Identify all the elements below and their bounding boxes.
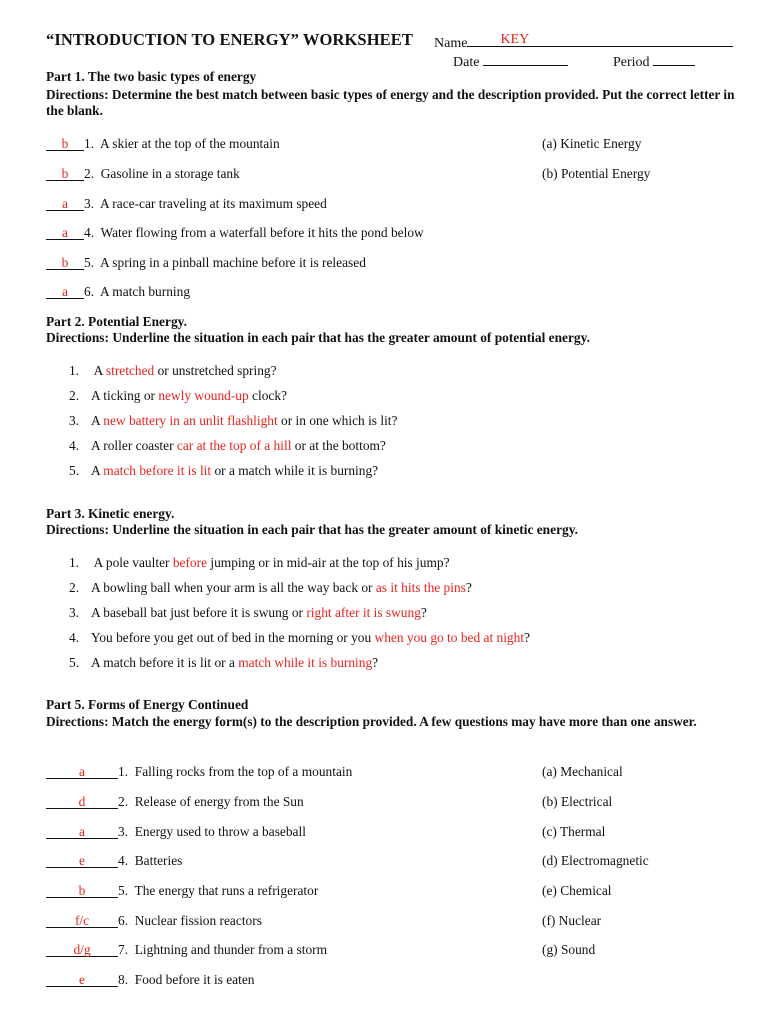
list-item: 1. A stretched or unstretched spring? bbox=[69, 363, 277, 378]
list-item: 5. A match before it is lit or a match while it is burning? bbox=[69, 655, 379, 670]
list-item: a 4. Water flowing from a waterfall before it hits the pond below bbox=[46, 226, 424, 240]
option-electrical: (b) Electrical bbox=[542, 794, 613, 809]
date-field bbox=[453, 53, 568, 70]
part3-heading: Part 3. Kinetic energy. bbox=[46, 506, 175, 521]
date-line[interactable] bbox=[483, 53, 568, 66]
option-chemical: (e) Chemical bbox=[542, 883, 612, 898]
answer-blank[interactable]: b bbox=[46, 168, 84, 181]
name-label: Name bbox=[434, 36, 468, 51]
answer-blank[interactable]: d bbox=[46, 796, 118, 809]
list-item: 2. A bowling ball when your arm is all the way back or as it hits the pins? bbox=[69, 580, 472, 595]
part3-directions: Directions: Underline the situation in each pair that has the greater amount of kinetic energy. bbox=[46, 522, 579, 537]
worksheet-title: “INTRODUCTION TO ENERGY” WORKSHEET bbox=[46, 30, 413, 49]
answer-highlight: car at the top of a hill bbox=[176, 438, 292, 453]
date-label: Date bbox=[453, 55, 480, 70]
list-item: b 5. A spring in a pinball machine before it is released bbox=[46, 256, 366, 270]
answer-highlight: new battery in an unlit flashlight bbox=[103, 413, 278, 428]
option-nuclear: (f) Nuclear bbox=[542, 913, 602, 928]
answer-blank[interactable]: b bbox=[46, 257, 84, 270]
list-item: e 4. Batteries bbox=[46, 854, 182, 868]
list-item: 4. A roller coaster car at the top of a hill or at the bottom? bbox=[69, 438, 386, 453]
part2-directions: Directions: Underline the situation in each pair that has the greater amount of potential energy. bbox=[46, 330, 590, 345]
list-item: 3. A baseball bat just before it is swung or right after it is swung? bbox=[69, 605, 427, 620]
answer-highlight: before bbox=[172, 555, 208, 570]
answer-blank[interactable]: b bbox=[46, 885, 118, 898]
answer-highlight: stretched bbox=[105, 363, 155, 378]
period-line[interactable] bbox=[653, 53, 695, 66]
answer-blank[interactable]: d/g bbox=[46, 944, 118, 957]
option-electromagnetic: (d) Electromagnetic bbox=[542, 853, 649, 868]
option-potential: (b) Potential Energy bbox=[542, 166, 651, 181]
list-item: a 1. Falling rocks from the top of a mountain bbox=[46, 765, 352, 779]
list-item: 2. A ticking or newly wound-up clock? bbox=[69, 388, 287, 403]
list-item: 4. You before you get out of bed in the morning or you when you go to bed at night? bbox=[69, 630, 530, 645]
list-item: a 3. Energy used to throw a baseball bbox=[46, 825, 306, 839]
list-item: d/g 7. Lightning and thunder from a storm bbox=[46, 943, 327, 957]
option-sound: (g) Sound bbox=[542, 942, 596, 957]
list-item: a 3. A race-car traveling at its maximum speed bbox=[46, 197, 327, 211]
period-field bbox=[613, 53, 695, 70]
period-label: Period bbox=[613, 55, 650, 70]
answer-highlight: when you go to bed at night bbox=[374, 630, 525, 645]
option-thermal: (c) Thermal bbox=[542, 824, 606, 839]
list-item: 1. A pole vaulter before jumping or in mid-air at the top of his jump? bbox=[69, 555, 450, 570]
list-item: b 2. Gasoline in a storage tank bbox=[46, 167, 240, 181]
answer-blank[interactable]: e bbox=[46, 974, 118, 987]
answer-blank[interactable]: a bbox=[46, 826, 118, 839]
answer-highlight: newly wound-up bbox=[158, 388, 249, 403]
part5-directions: Directions: Match the energy form(s) to the description provided. A few questions may have more than one answer. bbox=[46, 714, 697, 729]
part1-directions: Directions: Determine the best match between basic types of energy and the description provided. Put the correct letter in the blank. bbox=[46, 87, 735, 118]
list-item: b 1. A skier at the top of the mountain bbox=[46, 137, 280, 151]
answer-blank[interactable]: e bbox=[46, 855, 118, 868]
list-item: a 6. A match burning bbox=[46, 285, 190, 299]
list-item: 3. A new battery in an unlit flashlight or in one which is lit? bbox=[69, 413, 398, 428]
answer-highlight: match before it is lit bbox=[103, 463, 212, 478]
list-item: 5. A match before it is lit or a match while it is burning? bbox=[69, 463, 379, 478]
answer-highlight: match while it is burning bbox=[238, 655, 373, 670]
list-item: b 5. The energy that runs a refrigerator bbox=[46, 884, 318, 898]
answer-blank[interactable]: a bbox=[46, 766, 118, 779]
answer-highlight: right after it is swung bbox=[306, 605, 421, 620]
list-item: f/c 6. Nuclear fission reactors bbox=[46, 914, 262, 928]
option-kinetic: (a) Kinetic Energy bbox=[542, 136, 642, 151]
answer-highlight: as it hits the pins bbox=[375, 580, 466, 595]
name-line[interactable] bbox=[467, 34, 733, 47]
answer-blank[interactable]: f/c bbox=[46, 915, 118, 928]
answer-blank[interactable]: a bbox=[46, 286, 84, 299]
name-value: KEY bbox=[500, 32, 530, 47]
answer-blank[interactable]: a bbox=[46, 198, 84, 211]
list-item: e 8. Food before it is eaten bbox=[46, 973, 255, 987]
part1-heading: Part 1. The two basic types of energy bbox=[46, 69, 257, 84]
list-item: d 2. Release of energy from the Sun bbox=[46, 795, 304, 809]
answer-blank[interactable]: a bbox=[46, 227, 84, 240]
answer-blank[interactable]: b bbox=[46, 138, 84, 151]
option-mechanical: (a) Mechanical bbox=[542, 764, 623, 779]
name-field bbox=[434, 34, 733, 51]
part5-heading: Part 5. Forms of Energy Continued bbox=[46, 697, 249, 712]
part2-heading: Part 2. Potential Energy. bbox=[46, 314, 187, 329]
